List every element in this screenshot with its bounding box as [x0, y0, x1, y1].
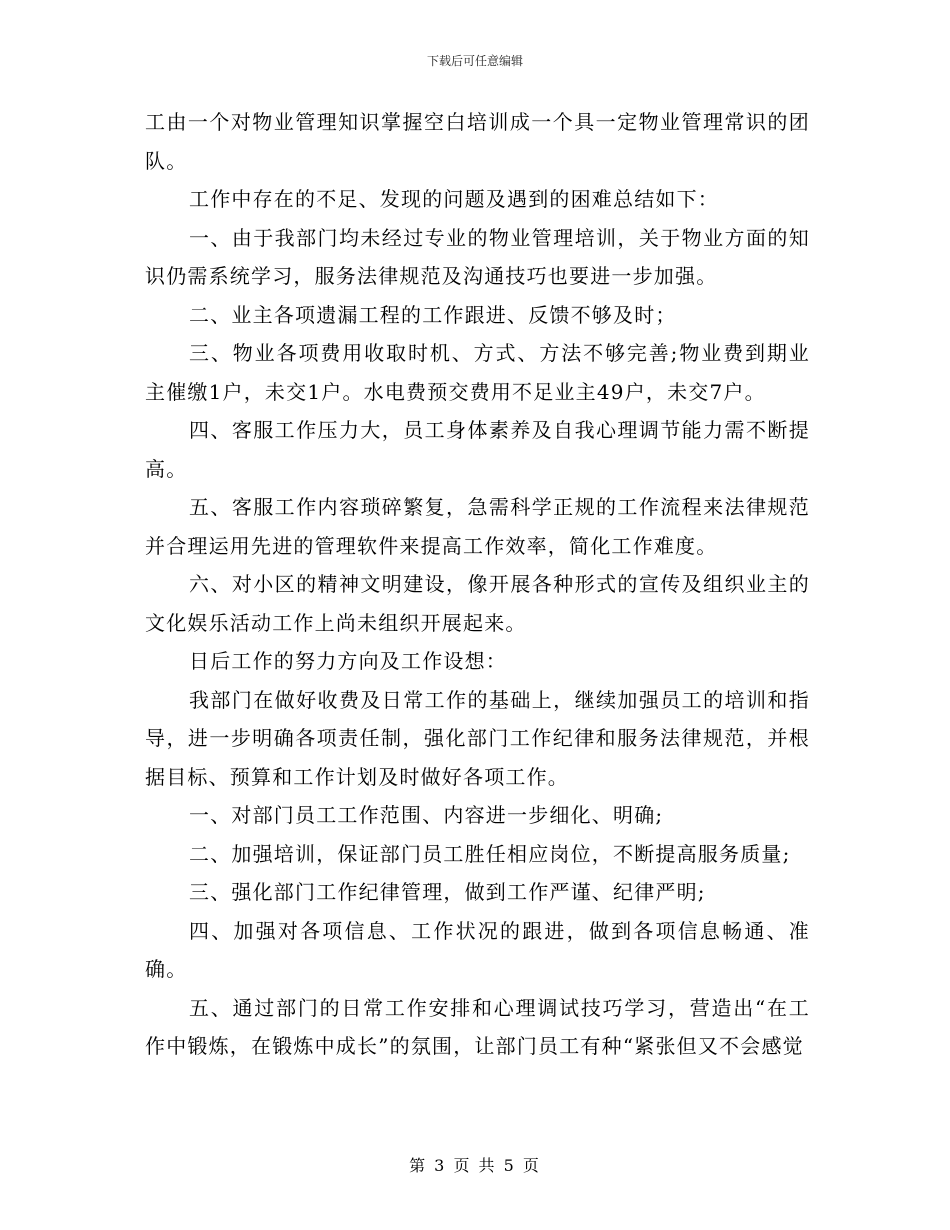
paragraph: 四、客服工作压力大，员工身体素养及自我心理调节能力需不断提高。	[145, 418, 810, 481]
page-number: 第 3 页 共 5 页	[409, 1156, 541, 1175]
paragraph: 五、客服工作内容琐碎繁复，急需科学正规的工作流程来法律规范并合理运用先进的管理软件来提高工作效率，简化工作难度。	[145, 495, 810, 558]
list-item: 二、加强培训，保证部门员工胜任相应岗位，不断提高服务质量;	[189, 841, 791, 866]
paragraph: 三、物业各项费用收取时机、方式、方法不够完善;物业费到期业主催缴1户，未交1户。水电费预交费用不足业主49户，未交7户。	[145, 341, 810, 404]
document-body	[145, 103, 810, 1066]
paragraph: 工由一个对物业管理知识掌握空白培训成一个具一定物业管理常识的团队。	[145, 110, 810, 173]
section-heading: 日后工作的努力方向及工作设想：	[189, 649, 507, 673]
list-item: 五、通过部门的日常工作安排和心理调试技巧学习，营造出“在工作中锻炼，在锻炼中成长”的氛围，让部门员工有种“紧张但又不会感觉	[145, 995, 810, 1058]
paragraph: 我部门在做好收费及日常工作的基础上，继续加强员工的培训和指导，进一步明确各项责任制，强化部门工作纪律和服务法律规范，并根据目标、预算和工作计划及时做好各项工作。	[145, 687, 810, 789]
paragraph: 一、由于我部门均未经过专业的物业管理培训，关于物业方面的知识仍需系统学习，服务法律规范及沟通技巧也要进一步加强。	[145, 225, 810, 288]
paragraph: 工作中存在的不足、发现的问题及遇到的困难总结如下：	[189, 187, 719, 211]
page-header-note: 下载后可任意编辑	[426, 54, 523, 68]
paragraph: 六、对小区的精神文明建设，像开展各种形式的宣传及组织业主的文化娱乐活动工作上尚未组织开展起来。	[145, 572, 810, 635]
list-item: 一、对部门员工工作范围、内容进一步细化、明确;	[189, 803, 664, 827]
paragraph: 二、业主各项遗漏工程的工作跟进、反馈不够及时；	[189, 302, 677, 327]
list-item: 四、加强对各项信息、工作状况的跟进，做到各项信息畅通、准确。	[145, 918, 810, 981]
list-item: 三、强化部门工作纪律管理，做到工作严谨、纪律严明;	[189, 880, 706, 904]
